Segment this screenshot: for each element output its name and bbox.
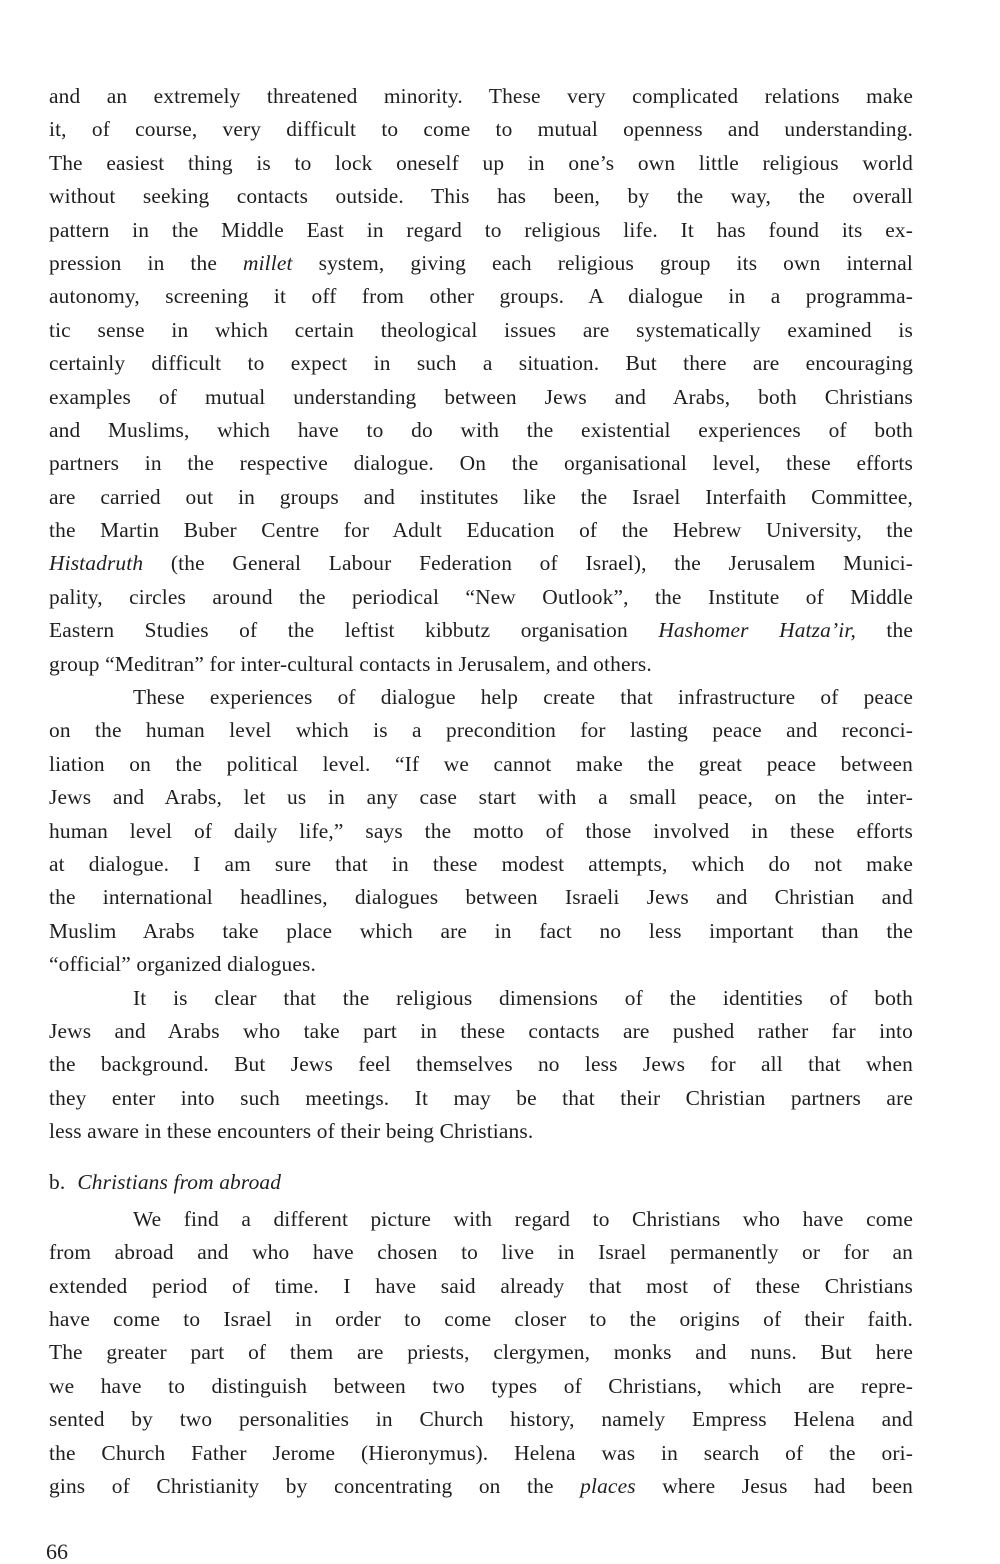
text-line: [49, 381, 913, 414]
paragraph: [49, 982, 913, 1149]
text-line: [49, 481, 913, 514]
line-text: These experiences of dialogue help create that infrastructure of peace: [133, 685, 913, 710]
line-text: sented by two personalities in Church history, namely Empress Helena and: [49, 1407, 913, 1432]
paragraph: [49, 1203, 913, 1504]
line-text: the: [855, 618, 914, 643]
text-line: [49, 280, 913, 313]
line-text: less aware in these encounters of their being Christians.: [49, 1119, 534, 1144]
line-text: the Martin Buber Centre for Adult Education of the Hebrew University, the: [49, 518, 913, 543]
text-line: [49, 1082, 913, 1115]
line-text: and an extremely threatened minority. These very complicated relations make: [49, 84, 913, 108]
text-line: [49, 748, 913, 781]
text-line: [49, 581, 913, 614]
text-line: [49, 948, 913, 981]
line-text: the international headlines, dialogues between Israeli Jews and Christian and: [49, 885, 913, 910]
text-line: [49, 1015, 913, 1048]
text-line: [49, 1470, 913, 1503]
line-text: and Muslims, which have to do with the existential experiences of both: [49, 417, 913, 442]
text-line: [49, 180, 913, 213]
line-text: on the human level which is a precondition for lasting peace and reconci-: [49, 718, 913, 743]
text-line: [49, 781, 913, 814]
text-line: [49, 881, 913, 914]
text-line: [49, 1048, 913, 1081]
line-text: The greater part of them are priests, clergymen, monks and nuns. But here: [49, 1340, 913, 1365]
line-text: (the General Labour Federation of Israel), the Jerusalem Munici-: [143, 551, 913, 576]
line-text: group “Meditran” for inter-cultural contacts in Jerusalem, and others.: [49, 651, 652, 676]
text-line: [49, 848, 913, 881]
text-line: [49, 80, 913, 113]
line-text: from abroad and who have chosen to live in Israel permanently or for an: [49, 1240, 913, 1265]
italic-text: places: [580, 1474, 636, 1499]
text-line: [49, 113, 913, 146]
text-line: [49, 648, 913, 681]
line-text: The easiest thing is to lock oneself up in one’s own little religious world: [49, 150, 913, 175]
text-line: [49, 514, 913, 547]
text-line: [49, 314, 913, 347]
paragraph: [49, 681, 913, 982]
section-heading-label: b.: [49, 1169, 66, 1194]
line-text: liation on the political level. “If we cannot make the great peace between: [49, 751, 913, 776]
text-line: [49, 982, 913, 1015]
line-text: have come to Israel in order to come closer to the origins of their faith.: [49, 1307, 913, 1332]
text-line: [49, 1270, 913, 1303]
text-line: [49, 1370, 913, 1403]
line-text: examples of mutual understanding between Jews and Arabs, both Christians: [49, 384, 913, 409]
line-text: without seeking contacts outside. This has been, by the way, the overall: [49, 184, 913, 209]
line-text: Jews and Arabs who take part in these contacts are pushed rather far into: [49, 1018, 913, 1043]
text-line: [49, 347, 913, 380]
italic-text: millet: [242, 250, 293, 275]
line-text: are carried out in groups and institutes like the Israel Interfaith Committee,: [49, 484, 913, 509]
text-line: [49, 1203, 913, 1236]
paragraph: [49, 80, 913, 681]
text-line: [49, 1303, 913, 1336]
text-line: [49, 614, 913, 647]
line-text: autonomy, screening it off from other groups. A dialogue in a programma-: [49, 284, 913, 309]
line-text: we have to distinguish between two types of Christians, which are repre-: [49, 1373, 913, 1398]
text-line: [49, 815, 913, 848]
line-text: the Church Father Jerome (Hieronymus). Helena was in search of the ori-: [49, 1440, 913, 1465]
line-text: “official” organized dialogues.: [49, 952, 316, 977]
line-text: certainly difficult to expect in such a situation. But there are encouraging: [49, 351, 913, 376]
italic-text: Hashomer Hatza’ir,: [658, 618, 856, 643]
page-number: 66: [46, 1539, 68, 1564]
line-text: pattern in the Middle East in regard to religious life. It has found its ex-: [49, 217, 913, 242]
line-text: the background. But Jews feel themselves no less Jews for all that when: [49, 1052, 913, 1077]
line-text: partners in the respective dialogue. On the organisational level, these efforts: [49, 451, 913, 476]
text-line: [49, 681, 913, 714]
line-text: Muslim Arabs take place which are in fact no less important than the: [49, 918, 913, 943]
line-text: tic sense in which certain theological issues are systematically examined is: [49, 317, 913, 342]
text-line: [49, 1403, 913, 1436]
text-line: [49, 1336, 913, 1369]
italic-text: Histadruth: [49, 551, 144, 576]
text-line: [49, 447, 913, 480]
line-text: gins of Christianity by concentrating on the: [49, 1474, 581, 1499]
text-line: [49, 214, 913, 247]
text-line: [49, 414, 913, 447]
line-text: It is clear that the religious dimensions of the identities of both: [133, 985, 913, 1010]
line-text: they enter into such meetings. It may be that their Christian partners are: [49, 1085, 913, 1110]
line-text: pality, circles around the periodical “New Outlook”, the Institute of Middle: [49, 584, 913, 609]
text-line: [49, 1437, 913, 1470]
line-text: extended period of time. I have said already that most of these Christians: [49, 1273, 913, 1298]
text-line: [49, 247, 913, 280]
section-heading: [49, 1166, 913, 1199]
line-text: at dialogue. I am sure that in these modest attempts, which do not make: [49, 851, 913, 876]
line-text: pression in the: [49, 250, 243, 275]
line-text: Eastern Studies of the leftist kibbutz organisation: [49, 618, 659, 643]
text-line: [49, 1236, 913, 1269]
page-body: [49, 80, 913, 1503]
line-text: where Jesus had been: [635, 1474, 913, 1499]
line-text: We find a different picture with regard to Christians who have come: [133, 1206, 913, 1231]
text-line: [49, 547, 913, 580]
line-text: human level of daily life,” says the motto of those involved in these efforts: [49, 818, 913, 843]
text-line: [49, 1115, 913, 1148]
text-line: [49, 147, 913, 180]
text-line: [49, 915, 913, 948]
line-text: it, of course, very difficult to come to mutual openness and understanding.: [49, 117, 913, 142]
line-text: Jews and Arabs, let us in any case start with a small peace, on the inter-: [49, 785, 913, 810]
line-text: system, giving each religious group its own internal: [292, 250, 913, 275]
section-heading-title: Christians from abroad: [77, 1169, 282, 1194]
text-line: [49, 714, 913, 747]
